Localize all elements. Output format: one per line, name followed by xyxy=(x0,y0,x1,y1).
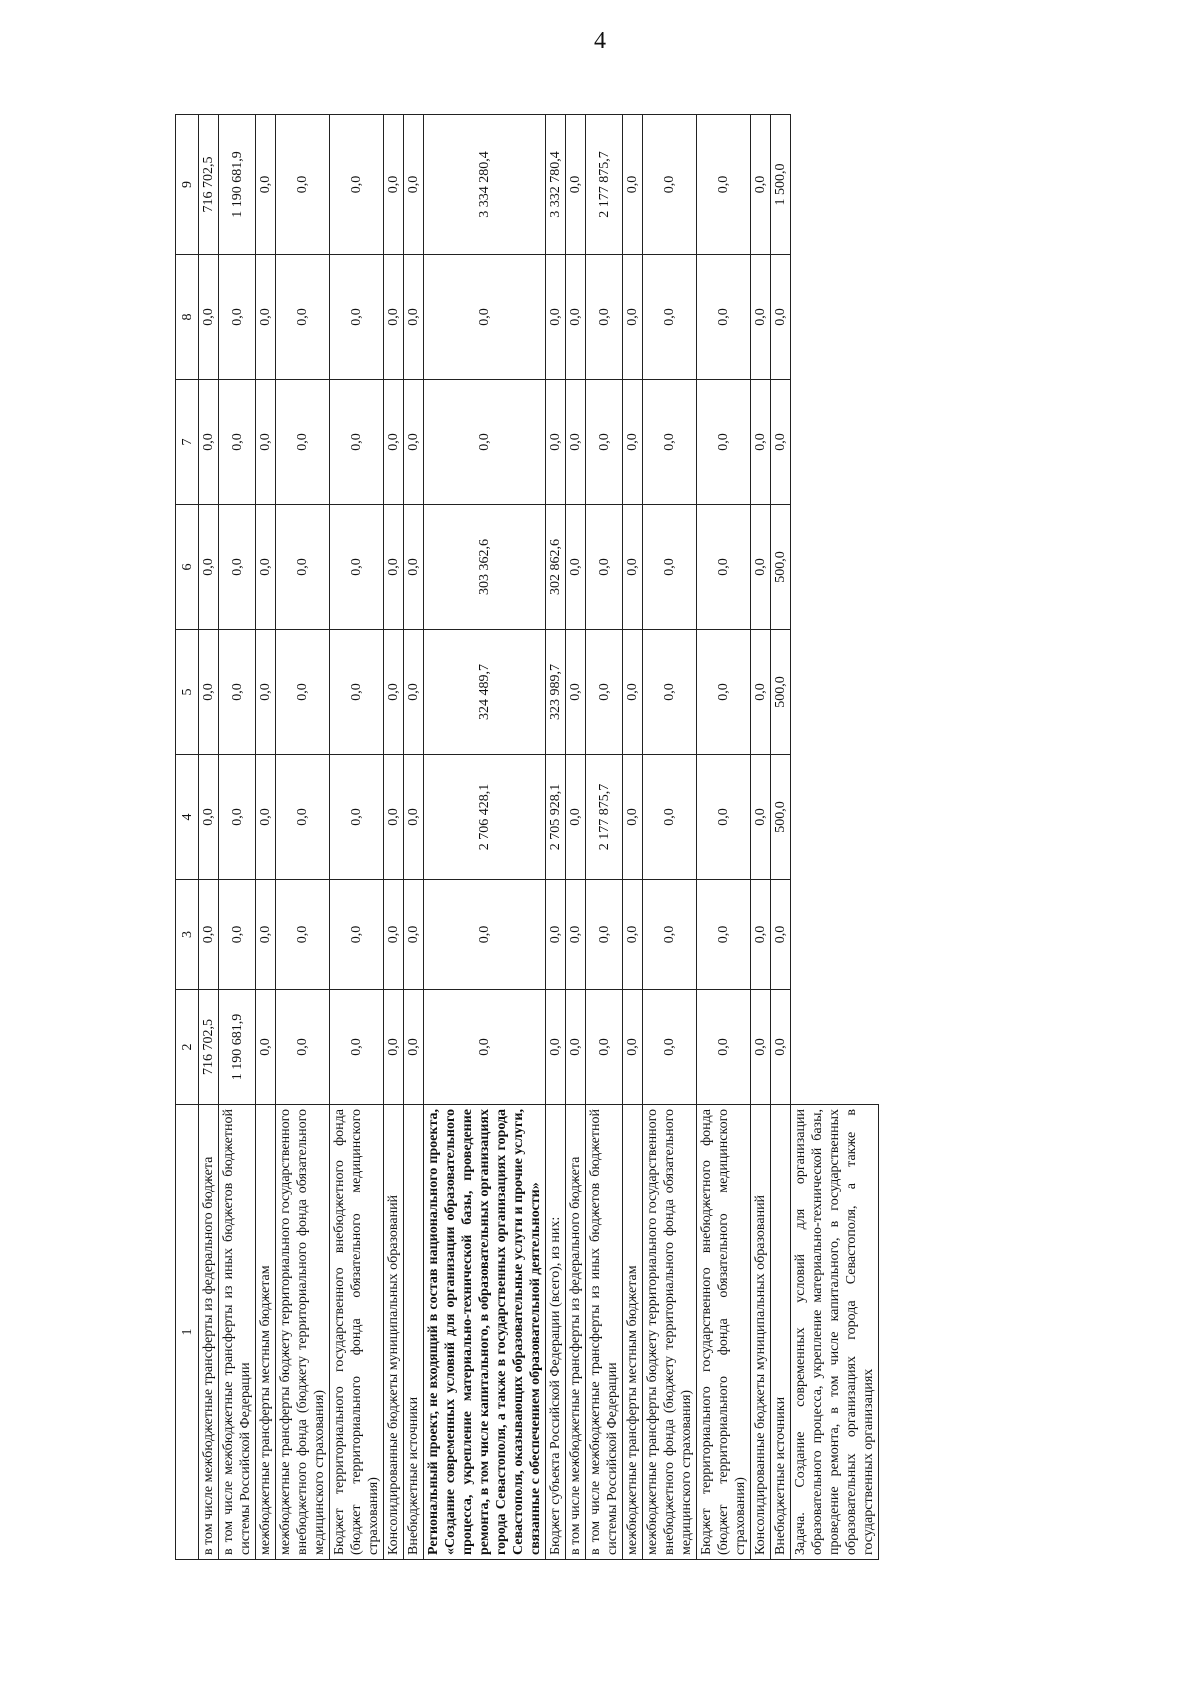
value-cell: 0,0 xyxy=(256,115,276,255)
value-cell: 0,0 xyxy=(330,255,384,380)
value-cell: 0,0 xyxy=(219,630,256,755)
value-cell: 0,0 xyxy=(276,630,330,755)
table-row xyxy=(256,115,276,1560)
value-cell: 0,0 xyxy=(751,755,771,880)
value-cell: 0,0 xyxy=(623,755,643,880)
value-cell: 0,0 xyxy=(330,380,384,505)
value-cell: 0,0 xyxy=(219,380,256,505)
column-header: 9 xyxy=(176,115,199,255)
value-cell: 0,0 xyxy=(199,505,219,630)
table-header xyxy=(176,115,199,1560)
value-cell: 0,0 xyxy=(751,990,771,1105)
value-cell: 0,0 xyxy=(404,505,424,630)
column-header: 7 xyxy=(176,380,199,505)
value-cell: 0,0 xyxy=(256,630,276,755)
value-cell: 1 190 681,9 xyxy=(219,115,256,255)
table-body xyxy=(199,115,879,1560)
value-cell: 0,0 xyxy=(384,115,404,255)
value-cell: 0,0 xyxy=(330,505,384,630)
row-label: Региональный проект, не входящий в состав национального проекта, «Создание современных условий для организации образовательного процесса, укрепление материально-технической базы, проведение ремонта, в том числе капитального, в образовательных организациях города Севастополя, а также в государственных организациях города Севастополя, оказывающих образовательные услуги и прочие услуги, связанные с обеспечением образовательной деятельности» xyxy=(424,1105,546,1560)
row-label: в том числе межбюджетные трансферты из федерального бюджета xyxy=(566,1105,586,1560)
value-cell: 0,0 xyxy=(384,755,404,880)
value-cell: 0,0 xyxy=(546,990,566,1105)
value-cell: 0,0 xyxy=(751,255,771,380)
value-cell: 0,0 xyxy=(623,505,643,630)
value-cell: 2 705 928,1 xyxy=(546,755,566,880)
value-cell: 0,0 xyxy=(330,755,384,880)
value-cell: 0,0 xyxy=(771,990,791,1105)
value-cell: 0,0 xyxy=(546,255,566,380)
rotated-table-container xyxy=(175,115,1135,1560)
value-cell: 0,0 xyxy=(586,380,623,505)
value-cell: 0,0 xyxy=(384,505,404,630)
value-cell: 0,0 xyxy=(199,630,219,755)
value-cell: 716 702,5 xyxy=(199,115,219,255)
table-row xyxy=(330,115,384,1560)
column-header: 2 xyxy=(176,990,199,1105)
value-cell: 0,0 xyxy=(643,880,697,990)
value-cell: 323 989,7 xyxy=(546,630,566,755)
value-cell: 0,0 xyxy=(697,880,751,990)
value-cell: 0,0 xyxy=(586,990,623,1105)
table-row xyxy=(199,115,219,1560)
value-cell: 0,0 xyxy=(546,880,566,990)
table-row xyxy=(404,115,424,1560)
value-cell: 0,0 xyxy=(566,755,586,880)
value-cell: 0,0 xyxy=(566,505,586,630)
value-cell: 0,0 xyxy=(256,505,276,630)
value-cell: 0,0 xyxy=(219,755,256,880)
value-cell: 0,0 xyxy=(771,880,791,990)
value-cell: 0,0 xyxy=(276,505,330,630)
value-cell: 0,0 xyxy=(697,380,751,505)
value-cell: 0,0 xyxy=(643,115,697,255)
value-cell: 0,0 xyxy=(751,115,771,255)
value-cell: 0,0 xyxy=(623,115,643,255)
value-cell: 0,0 xyxy=(643,990,697,1105)
value-cell: 0,0 xyxy=(586,255,623,380)
value-cell: 0,0 xyxy=(697,630,751,755)
value-cell: 0,0 xyxy=(771,255,791,380)
value-cell: 0,0 xyxy=(256,990,276,1105)
row-label: Внебюджетные источники xyxy=(771,1105,791,1560)
value-cell: 0,0 xyxy=(219,880,256,990)
value-cell: 0,0 xyxy=(643,255,697,380)
value-cell: 0,0 xyxy=(643,755,697,880)
value-cell: 3 334 280,4 xyxy=(424,115,546,255)
value-cell: 0,0 xyxy=(384,990,404,1105)
value-cell: 0,0 xyxy=(256,380,276,505)
row-label: межбюджетные трансферты бюджету территориального государственного внебюджетного фонда (бюджету территориального фонда обязательного медицинского страхования) xyxy=(643,1105,697,1560)
value-cell: 0,0 xyxy=(751,880,771,990)
value-cell: 0,0 xyxy=(586,505,623,630)
value-cell: 500,0 xyxy=(771,630,791,755)
row-label: Консолидированные бюджеты муниципальных образований xyxy=(751,1105,771,1560)
value-cell: 302 862,6 xyxy=(546,505,566,630)
row-label: Бюджет территориального государственного внебюджетного фонда (бюджет территориального фонда обязательного медицинского страхования) xyxy=(330,1105,384,1560)
value-cell: 0,0 xyxy=(623,990,643,1105)
table-row xyxy=(771,115,791,1560)
value-cell: 0,0 xyxy=(697,115,751,255)
value-cell: 2 177 875,7 xyxy=(586,755,623,880)
value-cell: 0,0 xyxy=(751,630,771,755)
value-cell: 0,0 xyxy=(697,990,751,1105)
row-label: в том числе межбюджетные трансферты из иных бюджетов бюджетной системы Российской Федерации xyxy=(586,1105,623,1560)
table-row xyxy=(623,115,643,1560)
table-row xyxy=(697,115,751,1560)
table-row xyxy=(276,115,330,1560)
value-cell: 0,0 xyxy=(404,880,424,990)
row-label: межбюджетные трансферты местным бюджетам xyxy=(256,1105,276,1560)
value-cell: 0,0 xyxy=(199,755,219,880)
value-cell: 0,0 xyxy=(330,115,384,255)
table-row xyxy=(219,115,256,1560)
column-header: 4 xyxy=(176,755,199,880)
value-cell: 0,0 xyxy=(566,880,586,990)
task-empty-area xyxy=(791,115,879,1105)
column-header: 1 xyxy=(176,1105,199,1560)
value-cell: 0,0 xyxy=(404,255,424,380)
budget-table xyxy=(175,114,879,1560)
value-cell: 2 706 428,1 xyxy=(424,755,546,880)
row-label: в том числе межбюджетные трансферты из федерального бюджета xyxy=(199,1105,219,1560)
value-cell: 0,0 xyxy=(404,990,424,1105)
value-cell: 2 177 875,7 xyxy=(586,115,623,255)
value-cell: 0,0 xyxy=(199,380,219,505)
value-cell: 0,0 xyxy=(384,380,404,505)
row-label: Внебюджетные источники xyxy=(404,1105,424,1560)
value-cell: 716 702,5 xyxy=(199,990,219,1105)
row-label: межбюджетные трансферты местным бюджетам xyxy=(623,1105,643,1560)
value-cell: 303 362,6 xyxy=(424,505,546,630)
value-cell: 0,0 xyxy=(404,115,424,255)
table-row xyxy=(566,115,586,1560)
value-cell: 0,0 xyxy=(276,115,330,255)
value-cell: 0,0 xyxy=(424,380,546,505)
value-cell: 324 489,7 xyxy=(424,630,546,755)
value-cell: 0,0 xyxy=(623,255,643,380)
value-cell: 0,0 xyxy=(384,255,404,380)
value-cell: 0,0 xyxy=(566,630,586,755)
value-cell: 0,0 xyxy=(546,380,566,505)
value-cell: 0,0 xyxy=(586,880,623,990)
row-label: межбюджетные трансферты бюджету территориального государственного внебюджетного фонда (бюджету территориального фонда обязательного медицинского страхования) xyxy=(276,1105,330,1560)
value-cell: 0,0 xyxy=(404,755,424,880)
value-cell: 0,0 xyxy=(643,630,697,755)
value-cell: 0,0 xyxy=(219,505,256,630)
table-row xyxy=(586,115,623,1560)
column-header: 8 xyxy=(176,255,199,380)
value-cell: 1 500,0 xyxy=(771,115,791,255)
value-cell: 0,0 xyxy=(276,880,330,990)
column-header: 5 xyxy=(176,630,199,755)
table-row xyxy=(751,115,771,1560)
value-cell: 0,0 xyxy=(276,255,330,380)
table-row xyxy=(546,115,566,1560)
task-row xyxy=(791,115,879,1560)
value-cell: 0,0 xyxy=(256,755,276,880)
value-cell: 0,0 xyxy=(751,505,771,630)
value-cell: 0,0 xyxy=(566,115,586,255)
value-cell: 0,0 xyxy=(384,880,404,990)
value-cell: 0,0 xyxy=(623,380,643,505)
row-label: Бюджет территориального государственного внебюджетного фонда (бюджет территориального фонда обязательного медицинского страхования) xyxy=(697,1105,751,1560)
value-cell: 0,0 xyxy=(566,255,586,380)
row-label: Бюджет субъекта Российской Федерации (всего), из них: xyxy=(546,1105,566,1560)
value-cell: 0,0 xyxy=(566,380,586,505)
value-cell: 0,0 xyxy=(566,990,586,1105)
value-cell: 0,0 xyxy=(276,990,330,1105)
value-cell: 0,0 xyxy=(424,880,546,990)
value-cell: 0,0 xyxy=(586,630,623,755)
value-cell: 0,0 xyxy=(404,630,424,755)
value-cell: 0,0 xyxy=(751,380,771,505)
value-cell: 0,0 xyxy=(424,255,546,380)
page-number: 4 xyxy=(594,28,606,54)
value-cell: 1 190 681,9 xyxy=(219,990,256,1105)
value-cell: 0,0 xyxy=(276,755,330,880)
value-cell: 0,0 xyxy=(330,630,384,755)
value-cell: 0,0 xyxy=(219,255,256,380)
table-row xyxy=(424,115,546,1560)
table-row xyxy=(643,115,697,1560)
value-cell: 0,0 xyxy=(643,505,697,630)
value-cell: 3 332 780,4 xyxy=(546,115,566,255)
value-cell: 0,0 xyxy=(330,990,384,1105)
value-cell: 0,0 xyxy=(384,630,404,755)
value-cell: 0,0 xyxy=(276,380,330,505)
row-label: Консолидированные бюджеты муниципальных образований xyxy=(384,1105,404,1560)
value-cell: 0,0 xyxy=(643,380,697,505)
value-cell: 0,0 xyxy=(199,255,219,380)
value-cell: 0,0 xyxy=(424,990,546,1105)
header-row xyxy=(176,115,199,1560)
value-cell: 0,0 xyxy=(623,630,643,755)
value-cell: 0,0 xyxy=(697,505,751,630)
value-cell: 0,0 xyxy=(256,255,276,380)
value-cell: 500,0 xyxy=(771,505,791,630)
table-row xyxy=(384,115,404,1560)
value-cell: 0,0 xyxy=(771,380,791,505)
value-cell: 0,0 xyxy=(256,880,276,990)
row-label: в том числе межбюджетные трансферты из иных бюджетов бюджетной системы Российской Федерации xyxy=(219,1105,256,1560)
value-cell: 0,0 xyxy=(697,255,751,380)
value-cell: 0,0 xyxy=(404,380,424,505)
value-cell: 500,0 xyxy=(771,755,791,880)
column-header: 6 xyxy=(176,505,199,630)
value-cell: 0,0 xyxy=(697,755,751,880)
task-label: Задача. Создание современных условий для организации образовательного процесса, укрепление материально-технической базы, проведение ремонта, в том числе капитального, в государственных образовательных организациях города Севастополя, а также в государственных организациях xyxy=(791,1105,879,1560)
value-cell: 0,0 xyxy=(199,880,219,990)
value-cell: 0,0 xyxy=(623,880,643,990)
column-header: 3 xyxy=(176,880,199,990)
value-cell: 0,0 xyxy=(330,880,384,990)
